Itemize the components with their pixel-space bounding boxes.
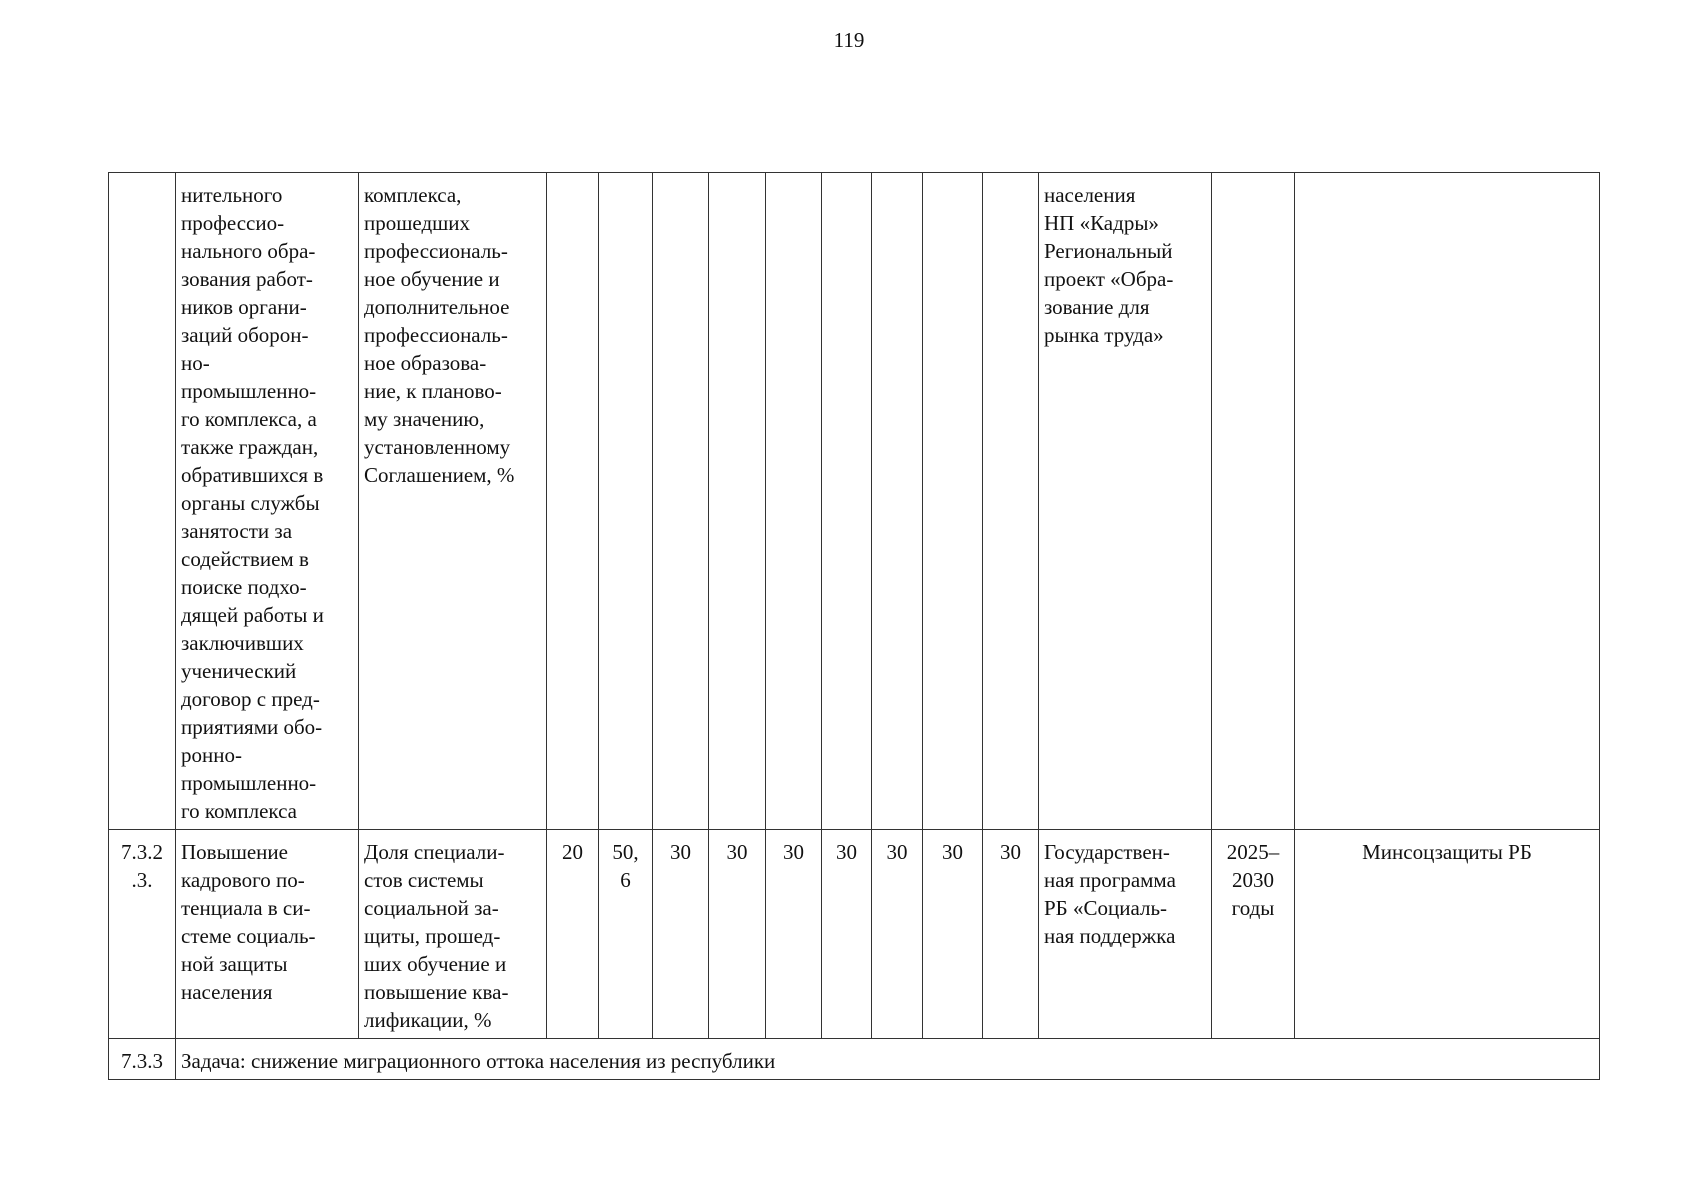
page-number: 119: [833, 28, 865, 52]
cell-value: [766, 173, 822, 830]
cell-measure: Повышение кадрового по- тенциала в си- стеме социаль- ной защиты населения: [176, 830, 359, 1039]
cell-value: [653, 173, 709, 830]
cell-executor: Минсоцзащиты РБ: [1295, 830, 1600, 1039]
cell-value: 30: [872, 830, 923, 1039]
table-row-7322: [109, 830, 1600, 1039]
cell-period: [1212, 173, 1295, 830]
cell-measure: нительного профессио- нального обра- зования работ- ников органи- заций оборон- но- промышленно- го комплекса, а также граждан, обратившихся в органы службы занятости за содействием в поиске подхо- дящей работы и заключивших ученический договор с пред- приятиями обо- ронно- промышленно- го комплекса: [176, 173, 359, 830]
cell-number: 7.3.2 .3.: [109, 830, 176, 1039]
cell-value: [822, 173, 872, 830]
cell-number: [109, 173, 176, 830]
cell-value: 30: [923, 830, 983, 1039]
cell-value: [547, 173, 599, 830]
cell-value: [709, 173, 766, 830]
cell-value: [923, 173, 983, 830]
cell-number: 7.3.3: [109, 1039, 176, 1080]
cell-value: 30: [653, 830, 709, 1039]
cell-executor: [1295, 173, 1600, 830]
cell-period: 2025– 2030 годы: [1212, 830, 1295, 1039]
cell-value: 30: [983, 830, 1039, 1039]
cell-indicator: Доля специали- стов системы социальной за- щиты, прошед- ших обучение и повышение ква- лификации, %: [359, 830, 547, 1039]
cell-value: [599, 173, 653, 830]
table-row-733: [109, 1039, 1600, 1080]
table-row-continuation: [109, 173, 1600, 830]
cell-value: [983, 173, 1039, 830]
cell-task: Задача: снижение миграционного оттока населения из республики: [176, 1039, 1600, 1080]
cell-program: населения НП «Кадры» Региональный проект «Обра- зование для рынка труда»: [1039, 173, 1212, 830]
cell-value: 20: [547, 830, 599, 1039]
cell-indicator: комплекса, прошедших профессиональ- ное обучение и дополнительное профессиональ- ное образова- ние, к планово- му значению, установленному Соглашением, %: [359, 173, 547, 830]
program-table: [108, 172, 1600, 1080]
cell-value: 50, 6: [599, 830, 653, 1039]
cell-value: 30: [822, 830, 872, 1039]
cell-value: [872, 173, 923, 830]
cell-value: 30: [709, 830, 766, 1039]
cell-program: Государствен- ная программа РБ «Социаль- ная поддержка: [1039, 830, 1212, 1039]
cell-value: 30: [766, 830, 822, 1039]
